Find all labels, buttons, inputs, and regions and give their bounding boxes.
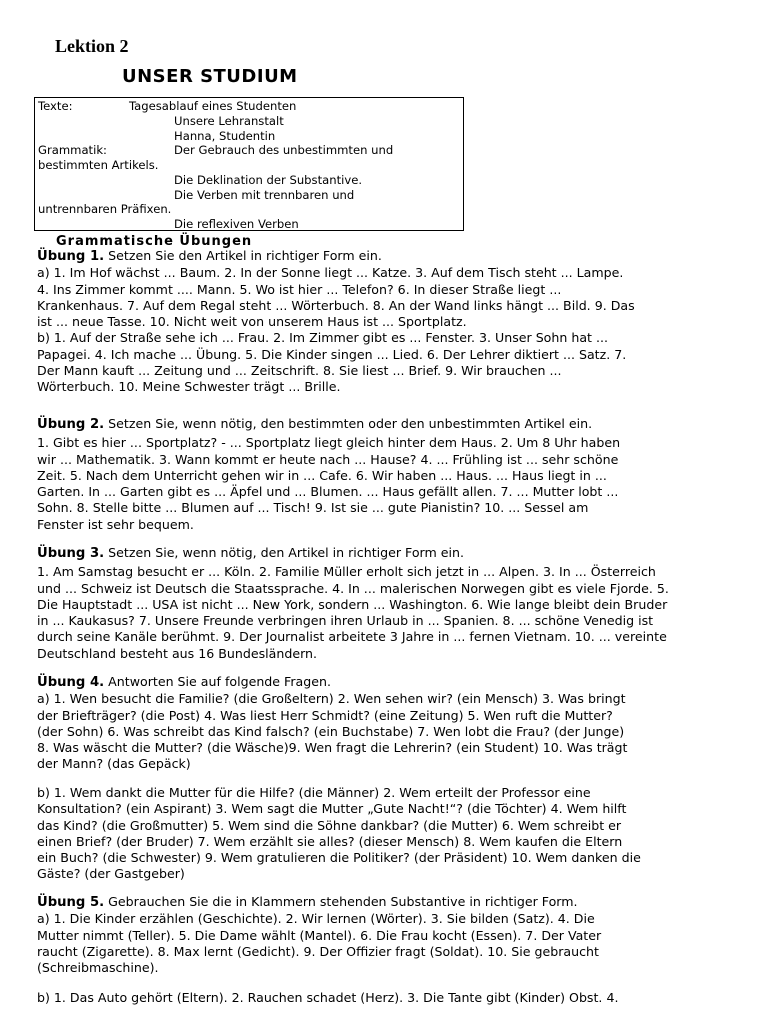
overview-label-grammatik: Grammatik: [38,143,107,157]
overview-line: bestimmten Artikels. [38,158,159,172]
exercise-line: Sohn. 8. Stelle bitte ... Blumen auf ... Tisch! 9. Ist sie ... gute Pianistin? 10. ... Sessel am [37,500,589,516]
exercise-line: ist ... neue Tasse. 10. Nicht weit von unserem Haus ist ... Sportplatz. [37,314,467,330]
exercise-1 [37,248,737,396]
overview-line: Hanna, Studentin [174,129,276,143]
exercise-line: Zeit. 5. Nach dem Unterricht gehen wir in ... Cafe. 6. Wir haben ... Haus. ... Haus liegt in ... [37,467,607,483]
exercise-instruction: Antworten Sie auf folgende Fragen. [108,674,331,689]
exercise-instruction: Setzen Sie, wenn nötig, den bestimmten oder den unbestimmten Artikel ein. [108,416,593,431]
exercise-line: Konsultation? (ein Aspirant) 3. Wem sagt die Mutter „Gute Nacht!“? (die Töchter) 4. Wem hilft [37,801,627,817]
exercise-line: und ... Schweiz ist Deutsch die Staatssprache. 4. In ... malerischen Norwegen gibt es viele Fjorde. 5. [37,580,669,596]
exercise-title: Übung 1. [37,249,105,264]
exercise-line: (der Sohn) 6. Was schreibt das Kind falsch? (ein Buchstabe) 7. Wen lobt die Frau? (der Junge) [37,723,625,739]
exercise-line: Garten. In ... Garten gibt es ... Äpfel und ... Blumen. ... Haus gefällt allen. 7. ... Mutter lobt ... [37,484,619,500]
exercise-3 [37,545,737,662]
exercise-title: Übung 3. [37,546,105,561]
exercise-line: 4. Ins Zimmer kommt .... Mann. 5. Wo ist hier ... Telefon? 6. In dieser Straße liegt ... [37,281,562,297]
lesson-overview-box [34,97,464,231]
exercise-line: 1. Gibt es hier ... Sportplatz? - ... Sportplatz liegt gleich hinter dem Haus. 2. Um 8 Uhr haben [37,435,621,451]
exercise-line: Krankenhaus. 7. Auf dem Regal steht ... Wörterbuch. 8. An der Wand links hängt ... Bild. 9. Das [37,297,635,313]
exercise-4-part-b [37,785,737,883]
exercise-line: a) 1. Im Hof wächst ... Baum. 2. In der Sonne liegt ... Katze. 3. Auf dem Tisch steht ... Lampe. [37,265,624,281]
exercise-line: Papagei. 4. Ich mache ... Übung. 5. Die Kinder singen ... Lied. 6. Der Lehrer diktiert ... Satz. 7. [37,346,627,362]
exercise-line: 8. Was wäscht die Mutter? (die Wäsche)9. Wen fragt die Lehrerin? (ein Student) 10. Was trägt [37,740,628,756]
overview-line: Die Deklination der Substantive. [174,173,363,187]
exercise-line: Gäste? (der Gastgeber) [37,866,185,882]
exercise-2 [37,416,737,533]
exercise-instruction: Gebrauchen Sie die in Klammern stehenden Substantive in richtiger Form. [108,894,578,909]
exercise-line: wir ... Mathematik. 3. Wann kommt er heute nach ... Hause? 4. ... Frühling ist ... sehr schöne [37,451,619,467]
overview-line: Der Gebrauch des unbestimmten und [174,143,394,157]
exercise-instruction: Setzen Sie den Artikel in richtiger Form ein. [108,248,382,263]
exercise-line: b) 1. Wem dankt die Mutter für die Hilfe? (die Männer) 2. Wem erteilt der Professor eine [37,785,591,800]
exercise-line: (Schreibmaschine). [37,960,159,976]
exercise-line: ein Buch? (die Schwester) 9. Wem gratulieren die Politiker? (der Präsident) 10. Wem danken die [37,850,641,866]
exercise-instruction: Setzen Sie, wenn nötig, den Artikel in richtiger Form ein. [108,545,465,560]
lesson-number: Lektion 2 [55,36,129,56]
exercise-4 [37,674,737,773]
exercise-title: Übung 5. [37,895,105,910]
exercise-line: Fenster ist sehr bequem. [37,516,194,532]
exercise-line: durch seine Kanäle berühmt. 9. Der Journalist arbeitete 3 Jahre in ... fernen Vietnam. 10. ... vereinte [37,629,667,645]
exercise-title: Übung 4. [37,675,105,690]
exercise-line: Der Mann kauft ... Zeitung und ... Zeitschrift. 8. Sie liest ... Brief. 9. Wir brauchen ... [37,363,562,379]
overview-line: Unsere Lehranstalt [174,114,284,128]
exercise-line: raucht (Zigarette). 8. Max lernt (Gedicht). 9. Der Offizier fragt (Soldat). 10. Sie gebraucht [37,943,599,959]
overview-line: untrennbaren Präfixen. [38,202,172,216]
exercise-line: Mutter nimmt (Teller). 5. Die Dame wählt (Mantel). 6. Die Frau kocht (Essen). 7. Der Vater [37,927,602,943]
exercise-5 [37,894,737,976]
exercise-line: b) 1. Das Auto gehört (Eltern). 2. Rauchen schadet (Herz). 3. Die Tante gibt (Kinder) Obst. 4. [37,990,619,1005]
exercise-line: der Mann? (das Gepäck) [37,756,191,772]
exercise-line: Wörterbuch. 10. Meine Schwester trägt ... Brille. [37,379,341,395]
section-title: Grammatische Übungen [56,234,253,249]
overview-line: Tagesablauf eines Studenten [129,99,297,113]
exercise-line: Deutschland besteht aus 16 Bundesländern. [37,645,318,661]
exercise-line: Die Hauptstadt ... USA ist nicht ... New York, sondern ... Washington. 6. Wie lange bleibt dein Bruder [37,596,668,612]
exercise-5-part-b [37,990,737,1006]
exercise-line: der Briefträger? (die Post) 4. Was liest Herr Schmidt? (eine Zeitung) 5. Wen ruft die Mutter? [37,707,613,723]
page-title: UNSER STUDIUM [122,66,298,87]
overview-line: Die reflexiven Verben [174,217,299,231]
overview-line: Die Verben mit trennbaren und [174,188,355,202]
exercise-line: das Kind? (die Großmutter) 5. Wem sind die Söhne dankbar? (die Mutter) 6. Wem schreibt er [37,817,622,833]
exercise-line: a) 1. Die Kinder erzählen (Geschichte). 2. Wir lernen (Wörter). 3. Sie bilden (Satz). 4. Die [37,911,595,927]
exercise-line: 1. Am Samstag besucht er ... Köln. 2. Familie Müller erholt sich jetzt in ... Alpen. 3. In ... Österreich [37,564,656,580]
overview-label-texte: Texte: [38,99,73,113]
exercise-line: a) 1. Wen besucht die Familie? (die Großeltern) 2. Wen sehen wir? (ein Mensch) 3. Was bringt [37,691,626,707]
exercise-line: einen Brief? (der Bruder) 7. Wem erzählt sie alles? (dieser Mensch) 8. Wem kaufen die Eltern [37,833,623,849]
exercise-line: in ... Kaukasus? 7. Unsere Freunde verbringen ihren Urlaub in ... Spanien. 8. ... schöne Venedig ist [37,613,654,629]
exercise-line: b) 1. Auf der Straße sehe ich ... Frau. 2. Im Zimmer gibt es ... Fenster. 3. Unser Sohn hat ... [37,330,609,346]
exercise-title: Übung 2. [37,417,105,432]
